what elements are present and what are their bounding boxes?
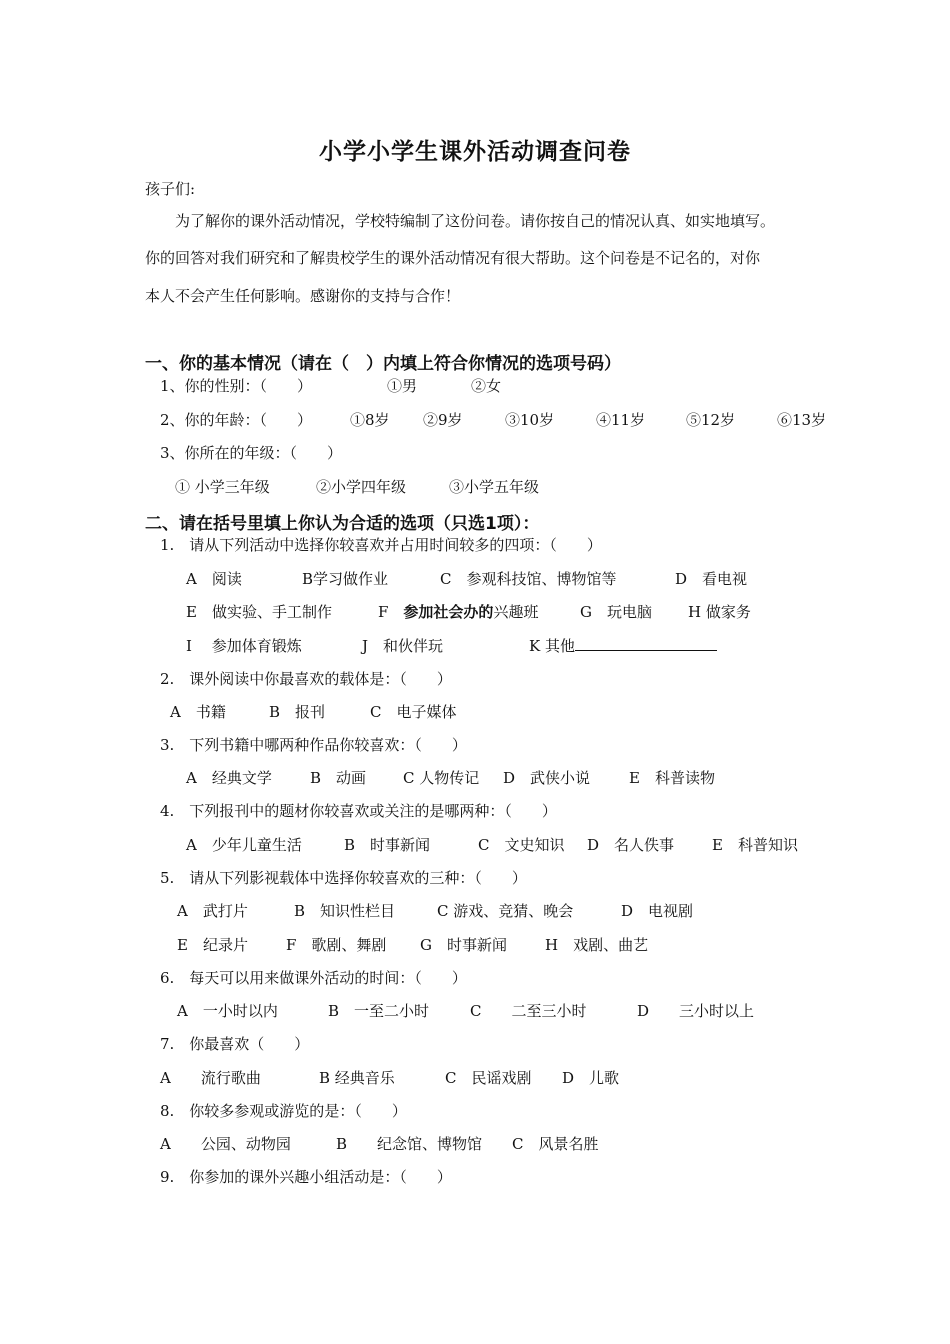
- intro-line-3: 本人不会产生任何影响。感谢你的支持与合作！: [145, 287, 461, 305]
- s2-q3-option[interactable]: A 经典文学: [186, 769, 272, 787]
- s2-q6-option[interactable]: A 一小时以内: [177, 1002, 278, 1020]
- s2-q3-option[interactable]: C 人物传记: [403, 769, 480, 787]
- intro-line-1: 为了解你的课外活动情况，学校特编制了这份问卷。请你按自己的情况认真、如实地填写。: [175, 212, 776, 230]
- s1-q2-option[interactable]: ①8岁: [350, 411, 390, 429]
- greeting: 孩子们:: [145, 180, 196, 198]
- s2-q1-option[interactable]: H 做家务: [688, 603, 751, 621]
- s2-q7-option[interactable]: D 儿歌: [562, 1069, 620, 1087]
- s2-q9-label: 9. 你参加的课外兴趣小组活动是：（ ）: [160, 1168, 452, 1186]
- s2-q1-option-f-bold: 参加社会办的: [403, 603, 494, 621]
- s1-q3-option[interactable]: ③小学五年级: [449, 478, 540, 496]
- s1-q1-option[interactable]: ①男: [387, 377, 418, 395]
- s2-q2-label: 2. 课外阅读中你最喜欢的载体是：（ ）: [160, 670, 452, 688]
- s1-q2-option[interactable]: ②9岁: [423, 411, 463, 429]
- s2-q1-option-f-letter: F: [378, 603, 404, 621]
- s1-q2-option[interactable]: ⑤12岁: [686, 411, 736, 429]
- other-blank-line[interactable]: [575, 636, 717, 651]
- s2-q1-option-f-tail: 兴趣班: [493, 603, 539, 621]
- s2-q4-option[interactable]: C 文史知识: [478, 836, 565, 854]
- s2-q3-option[interactable]: E 科普读物: [629, 769, 715, 787]
- s2-q3-label: 3. 下列书籍中哪两种作品你较喜欢：（ ）: [160, 736, 467, 754]
- s2-q5-option[interactable]: A 武打片: [177, 902, 248, 920]
- s2-q5-option[interactable]: H 戏剧、曲艺: [545, 936, 649, 954]
- s1-q2-option[interactable]: ⑥13岁: [777, 411, 827, 429]
- intro-line-2: 你的回答对我们研究和了解贵校学生的课外活动情况有很大帮助。这个问卷是不记名的，对你: [145, 249, 761, 267]
- s2-q6-option[interactable]: C 二至三小时: [470, 1002, 587, 1020]
- s2-q2-option[interactable]: C 电子媒体: [370, 703, 457, 721]
- page-title: 小学小学生课外活动调查问卷: [319, 139, 631, 165]
- s2-q3-option[interactable]: D 武侠小说: [503, 769, 591, 787]
- s1-q2-option[interactable]: ③10岁: [505, 411, 555, 429]
- s2-q5-option[interactable]: E 纪录片: [177, 936, 248, 954]
- s2-q4-option[interactable]: A 少年儿童生活: [186, 836, 302, 854]
- s2-q4-label: 4. 下列报刊中的题材你较喜欢或关注的是哪两种：（ ）: [160, 802, 557, 820]
- s2-q7-option[interactable]: A 流行歌曲: [160, 1069, 261, 1087]
- s2-q1-option[interactable]: A 阅读: [186, 570, 242, 588]
- s1-q1-option[interactable]: ②女: [471, 377, 502, 395]
- s2-q6-option[interactable]: B 一至二小时: [328, 1002, 430, 1020]
- s2-q1-option[interactable]: J 和伙伴玩: [362, 637, 444, 655]
- s2-q2-option[interactable]: B 报刊: [269, 703, 326, 721]
- s2-q7-option[interactable]: C 民谣戏剧: [445, 1069, 532, 1087]
- s2-q1-other-label: K 其他: [529, 637, 575, 655]
- s1-q3-option[interactable]: ① 小学三年级: [175, 478, 270, 496]
- s2-q8-option[interactable]: A 公园、动物园: [160, 1135, 291, 1153]
- s2-q1-option[interactable]: B学习做作业: [302, 570, 389, 588]
- s2-q5-label: 5. 请从下列影视载体中选择你较喜欢的三种：（ ）: [160, 869, 527, 887]
- s2-q7-label: 7. 你最喜欢（ ）: [160, 1035, 310, 1053]
- s2-q1-option-other[interactable]: [529, 635, 717, 656]
- s2-q5-option[interactable]: B 知识性栏目: [294, 902, 396, 920]
- s1-q3-option[interactable]: ②小学四年级: [316, 478, 407, 496]
- s2-q1-option[interactable]: E 做实验、手工制作: [186, 603, 332, 621]
- section1-heading: 一、你的基本情况（请在（ ）内填上符合你情况的选项号码）: [145, 354, 621, 374]
- s2-q7-option[interactable]: B 经典音乐: [319, 1069, 395, 1087]
- s2-q4-option[interactable]: E 科普知识: [712, 836, 798, 854]
- s1-q2-label: 2、你的年龄：（ ）: [160, 411, 313, 429]
- section2-heading: 二、请在括号里填上你认为合适的选项（只选1项）：: [145, 514, 540, 534]
- s2-q6-option[interactable]: D 三小时以上: [637, 1002, 755, 1020]
- s2-q4-option[interactable]: D 名人佚事: [587, 836, 675, 854]
- s1-q2-option[interactable]: ④11岁: [596, 411, 646, 429]
- s2-q4-option[interactable]: B 时事新闻: [344, 836, 431, 854]
- s2-q2-option[interactable]: A 书籍: [170, 703, 226, 721]
- s2-q1-option-f[interactable]: [378, 601, 538, 622]
- s2-q8-option[interactable]: C 风景名胜: [512, 1135, 599, 1153]
- s2-q5-option[interactable]: G 时事新闻: [420, 936, 507, 954]
- s2-q6-label: 6. 每天可以用来做课外活动的时间：（ ）: [160, 969, 467, 987]
- s2-q8-label: 8. 你较多参观或游览的是：（ ）: [160, 1102, 407, 1120]
- s2-q3-option[interactable]: B 动画: [310, 769, 367, 787]
- s2-q1-label: 1. 请从下列活动中选择你较喜欢并占用时间较多的四项：（ ）: [160, 536, 602, 554]
- s2-q8-option[interactable]: B 纪念馆、博物馆: [336, 1135, 483, 1153]
- s2-q1-option[interactable]: D 看电视: [675, 570, 748, 588]
- s2-q5-option[interactable]: F 歌剧、舞剧: [286, 936, 387, 954]
- s1-q1-label: 1、你的性别：（ ）: [160, 377, 313, 395]
- s2-q5-option[interactable]: D 电视剧: [621, 902, 694, 920]
- s2-q1-option[interactable]: C 参观科技馆、博物馆等: [440, 570, 617, 588]
- s2-q1-option[interactable]: I 参加体育锻炼: [186, 637, 302, 655]
- s1-q3-label: 3、你所在的年级：（ ）: [160, 444, 343, 462]
- s2-q1-option[interactable]: G 玩电脑: [580, 603, 652, 621]
- s2-q5-option[interactable]: C 游戏、竞猜、晚会: [437, 902, 574, 920]
